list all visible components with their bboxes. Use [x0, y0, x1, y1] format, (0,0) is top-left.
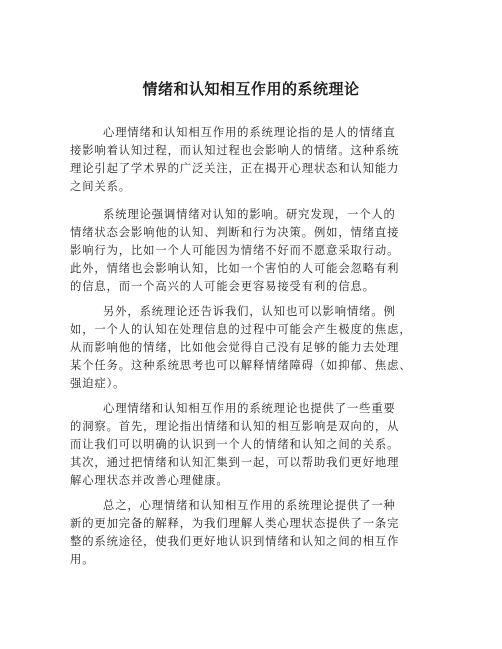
paragraph-4-line-4: 其次，通过把情绪和认知汇集到一起，可以帮助我们更好地理 — [70, 456, 400, 469]
paragraph-5-line-4: 用。 — [70, 553, 95, 566]
paragraph-1-line-3: 理论引起了学术界的广泛关注，正在揭开心理状态和认知能力 — [70, 162, 400, 175]
paragraph-2-line-2: 情绪状态会影响他的认知、判断和行为决策。例如，情绪直接 — [70, 226, 400, 239]
paragraph-1-line-4: 之间关系。 — [70, 180, 131, 193]
paragraph-2-line-5: 的信息，而一个高兴的人可能会更容易接受有利的信息。 — [70, 280, 375, 293]
paragraph-4-line-3: 而让我们可以明确的认识到一个人的情绪和认知之间的关系。 — [70, 438, 400, 451]
paragraph-1-line-1: 心理情绪和认知相互作用的系统理论指的是人的情绪直 — [103, 126, 396, 139]
paragraph-3-line-1: 另外，系统理论还告诉我们，认知也可以影响情绪。例 — [103, 305, 396, 318]
paragraph-2-line-4: 此外，情绪也会影响认知，比如一个害怕的人可能会忽略有利 — [70, 262, 400, 275]
paragraph-5-line-1: 总之，心理情绪和认知相互作用的系统理论提供了一种 — [103, 499, 396, 512]
paragraph-4-line-1: 心理情绪和认知相互作用的系统理论也提供了一些重要 — [103, 402, 396, 415]
paragraph-4-line-2: 的洞察。首先，理论指出情绪和认知的相互影响是双向的，从 — [70, 420, 400, 433]
paragraph-2-line-1: 系统理论强调情绪对认知的影响。研究发现，一个人的 — [103, 208, 396, 221]
paragraph-5-line-3: 整的系统途径，使我们更好地认识到情绪和认知之间的相互作 — [70, 535, 400, 548]
document-title: 情绪和认知相互作用的系统理论 — [142, 80, 360, 98]
paragraph-3-line-3: 从而影响他的情绪，比如他会觉得自己没有足够的能力去处理 — [70, 341, 400, 354]
paragraph-3-line-4: 某个任务。这种系统思考也可以解释情绪障碍（如抑郁、焦虑、 — [70, 359, 412, 372]
paragraph-1-line-2: 接影响着认知过程，而认知过程也会影响人的情绪。这种系统 — [70, 144, 400, 157]
paragraph-3-line-2: 如，一个人的认知在处理信息的过程中可能会产生极度的焦虑， — [70, 323, 412, 336]
paragraph-4-line-5: 解心理状态并改善心理健康。 — [70, 474, 229, 487]
paragraph-2-line-3: 影响行为，比如一个人可能因为情绪不好而不愿意采取行动。 — [70, 244, 400, 257]
paragraph-5-line-2: 新的更加完备的解释，为我们理解人类心理状态提供了一条完 — [70, 517, 400, 530]
paragraph-3-line-5: 强迫症）。 — [70, 377, 126, 390]
